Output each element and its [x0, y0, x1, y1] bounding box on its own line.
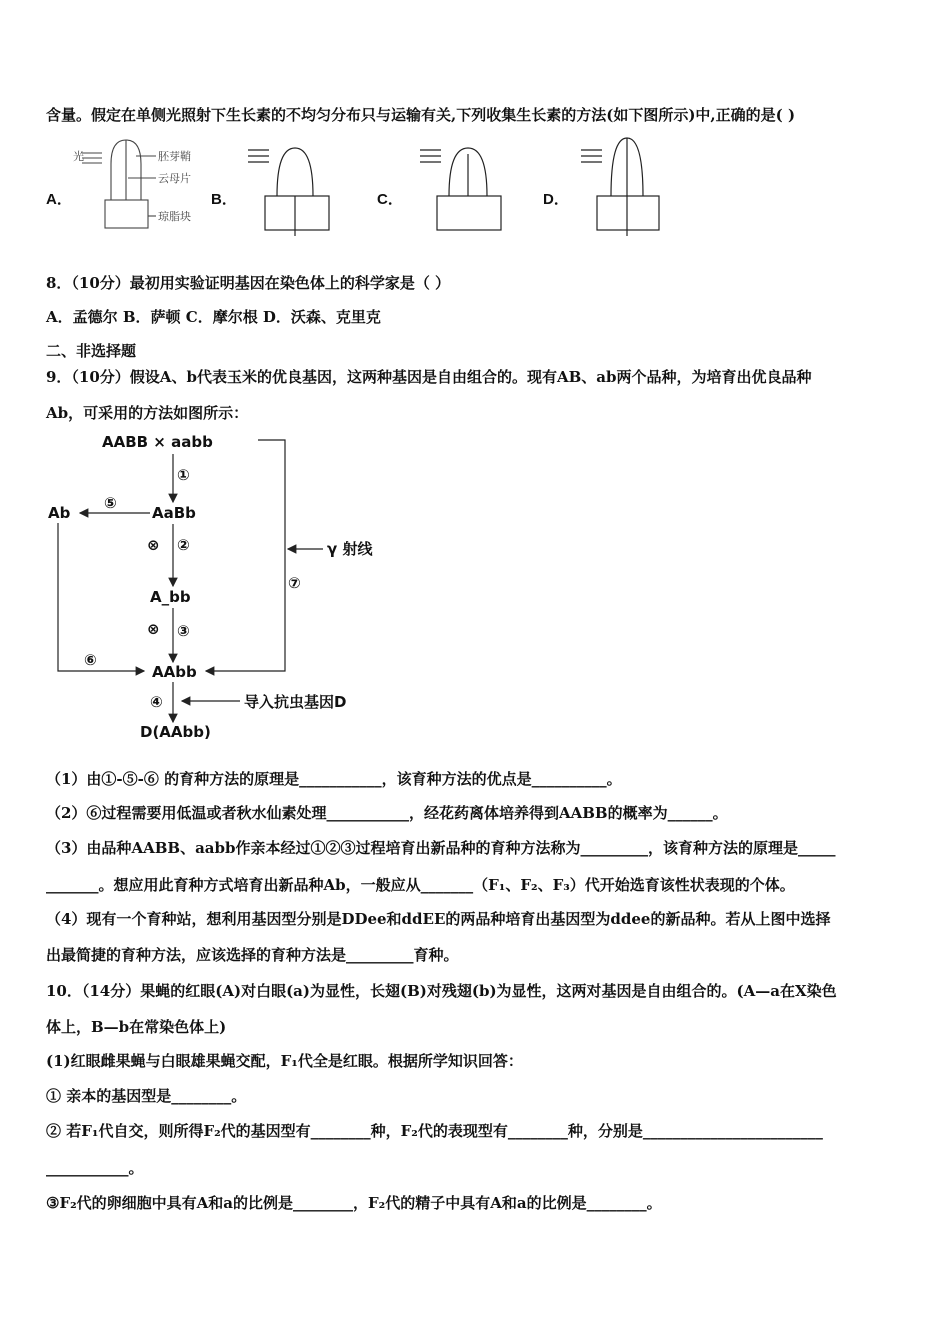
diagram-f1: AaBb	[152, 504, 196, 522]
diagram-ab: Ab	[48, 504, 71, 522]
diagram-intermediate: A_bb	[150, 588, 191, 606]
agar-label: 琼脂块	[158, 210, 191, 223]
diagram-aabb-target: AAbb	[152, 663, 197, 681]
q7-option-b-label: B．	[211, 191, 237, 208]
q9-part3-line1: （3）由品种AABB、aabb作亲本经过①②③过程培育出新品种的育种方法称为_________，该育种方法的原理是_____	[46, 839, 836, 857]
breeding-diagram	[40, 428, 400, 748]
q8-stem: 8．（10分）最初用实验证明基因在染色体上的科学家是（ ）	[46, 274, 451, 292]
diagram-parents: AABB × aabb	[102, 433, 213, 451]
diagram-final: D(AAbb)	[140, 723, 211, 741]
q10-sub2-line1: ② 若F₁代自交，则所得F₂代的基因型有________种，F₂代的表现型有________种，分别是________________________	[46, 1122, 823, 1140]
q7-option-a-label: A．	[46, 191, 72, 208]
q9-part3-line2: _______。想应用此育种方式培育出新品种Ab，一般应从_______（F₁、F₂、F₃）代开始选育该性状表现的个体。	[46, 876, 795, 894]
q10-sub1: ① 亲本的基因型是________。	[46, 1087, 247, 1105]
coleoptile-label: 胚芽鞘	[158, 150, 191, 163]
diagram-gamma: γ 射线	[327, 540, 373, 558]
diagram-step4: ④	[150, 693, 163, 711]
q10-stem-line1: 10．（14分）果蝇的红眼(A)对白眼(a)为显性，长翅(B)对残翅(b)为显性，这两对基因是自由组合的。(A—a在X染色	[46, 982, 837, 1000]
q9-stem-line2: Ab，可采用的方法如图所示：	[46, 404, 249, 422]
q10-sub3: ③F₂代的卵细胞中具有A和a的比例是________，F₂代的精子中具有A和a的比例是________。	[46, 1194, 662, 1212]
q9-part1: （1）由①-⑤-⑥ 的育种方法的原理是___________，该育种方法的优点是__________。	[46, 770, 622, 788]
q7-diagram-a	[70, 136, 210, 234]
diagram-step1: ①	[177, 466, 190, 484]
q7-stem: 含量。假定在单侧光照射下生长素的不均匀分布只与运输有关,下列收集生长素的方法(如下图所示)中,正确的是( )	[46, 106, 796, 124]
diagram-step2: ②	[177, 536, 190, 554]
diagram-step3: ③	[177, 622, 190, 640]
diagram-import-gene: 导入抗虫基因D	[244, 693, 347, 711]
diagram-step7: ⑦	[288, 574, 301, 592]
q7-option-c-label: C．	[377, 191, 403, 208]
q7-diagram-c	[415, 140, 510, 238]
section-title: 二、非选择题	[46, 342, 137, 360]
q10-stem-line2: 体上，B—b在常染色体上)	[46, 1018, 227, 1036]
diagram-step5: ⑤	[104, 494, 117, 512]
diagram-selfing-2: ⊗	[147, 620, 160, 638]
q7-diagram-b	[245, 140, 340, 238]
light-label: 光	[73, 150, 84, 163]
q9-part4-line1: （4）现有一个育种站，想利用基因型分别是DDee和ddEE的两品种培育出基因型为ddee的新品种。若从上图中选择	[46, 910, 831, 928]
q7-diagram-d	[575, 132, 670, 240]
diagram-step6: ⑥	[84, 651, 97, 669]
q9-stem-line1: 9．（10分）假设A、b代表玉米的优良基因，这两种基因是自由组合的。现有AB、ab两个品种，为培育出优良品种	[46, 368, 812, 386]
mica-label: 云母片	[158, 172, 191, 185]
q7-option-d-label: D．	[543, 191, 569, 208]
q9-part4-line2: 出最简捷的育种方法，应该选择的育种方法是_________育种。	[46, 946, 459, 964]
q10-sub2-line2: ___________。	[46, 1159, 144, 1177]
diagram-selfing-1: ⊗	[147, 536, 160, 554]
q8-options: A．孟德尔 B．萨顿 C．摩尔根 D．沃森、克里克	[46, 308, 381, 326]
q10-part1: (1)红眼雌果蝇与白眼雄果蝇交配，F₁代全是红眼。根据所学知识回答：	[46, 1052, 523, 1070]
q9-part2: （2）⑥过程需要用低温或者秋水仙素处理___________，经花药离体培养得到AABB的概率为______。	[46, 804, 728, 822]
